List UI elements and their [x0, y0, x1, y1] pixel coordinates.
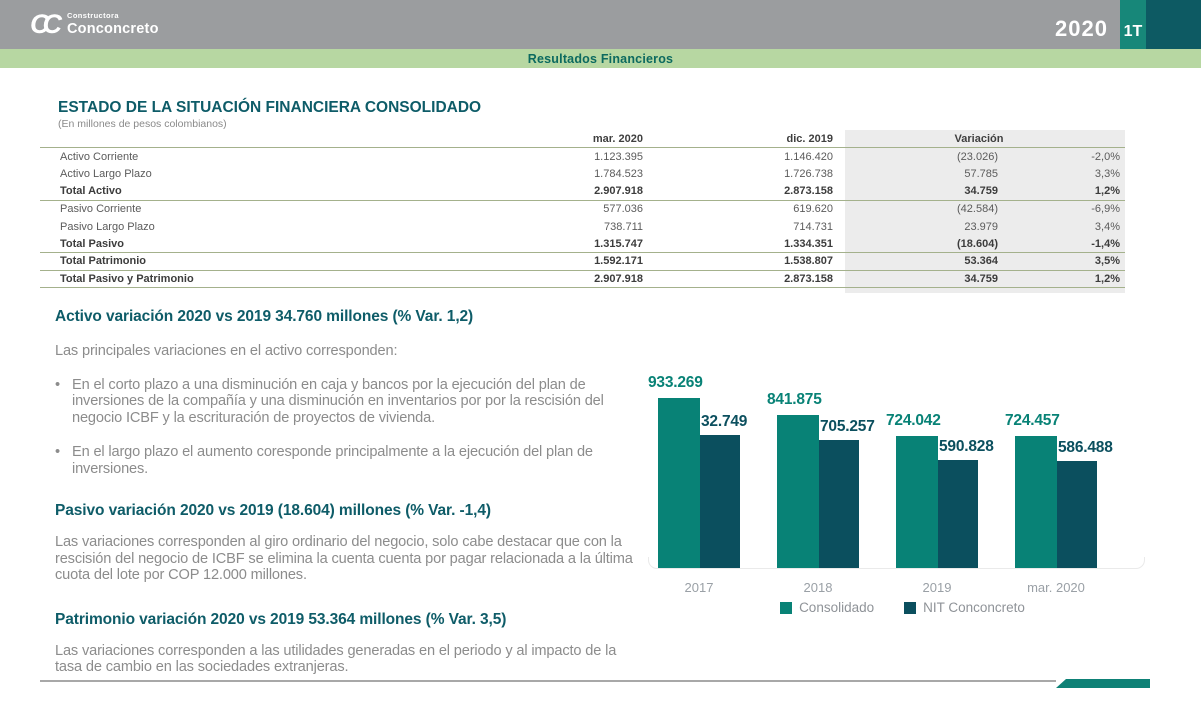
- row-label: Pasivo Largo Plazo: [60, 220, 155, 233]
- row-value: 34.759: [964, 272, 998, 285]
- chart-legend: [630, 600, 1175, 615]
- row-value: 3,5%: [1094, 255, 1120, 268]
- row-value: 23.979: [964, 220, 998, 233]
- page-subtitle: (En millones de pesos colombianos): [58, 118, 227, 130]
- pasivo-section-heading: Pasivo variación 2020 vs 2019 (18.604) millones (% Var. -1,4): [55, 502, 491, 519]
- table-row: [40, 236, 1125, 254]
- col-header-variacion: Variación: [954, 133, 1004, 145]
- page-title: ESTADO DE LA SITUACIÓN FINANCIERA CONSOLIDADO: [58, 99, 482, 116]
- activo-section-heading: Activo variación 2020 vs 2019 34.760 millones (% Var. 1,2): [55, 308, 474, 325]
- pasivo-paragraph: Las variaciones corresponden al giro ordinario del negocio, solo cabe destacar que con la rescisión del negocio de ICBF se elimina la cuenta cuenta por pagar relacionada a la última cuota del lote por COP 12.000 millones.: [55, 534, 633, 583]
- bar-consolidado: [1015, 436, 1057, 568]
- row-label: Total Pasivo y Patrimonio: [60, 272, 194, 285]
- financial-statement-table: [40, 131, 1125, 288]
- banner-title: Resultados Financieros: [527, 51, 674, 66]
- bar-value-label-consolidado: 933.269: [648, 374, 703, 391]
- quarter-badge: [1120, 0, 1146, 49]
- row-value: 2.907.918: [594, 185, 643, 198]
- row-value: -6,9%: [1091, 203, 1120, 216]
- row-value: -1,4%: [1091, 237, 1120, 250]
- bar-chart: [630, 350, 1175, 630]
- bar-value-label-nit: 32.749: [701, 413, 748, 430]
- bar-value-label-consolidado: 841.875: [767, 391, 822, 408]
- row-value: 738.711: [604, 220, 643, 233]
- col-header-mar-2020: mar. 2020: [592, 133, 643, 145]
- row-value: 1.315.747: [594, 237, 643, 250]
- company-logo: [30, 7, 159, 41]
- row-value: 1,2%: [1094, 185, 1120, 198]
- row-label: Activo Corriente: [60, 150, 139, 163]
- commentary-column: [55, 308, 633, 676]
- row-value: 2.907.918: [594, 272, 643, 285]
- bar-nit-conconcreto: [819, 440, 859, 568]
- row-value: 2.873.158: [784, 272, 833, 285]
- bar-nit-conconcreto: [700, 435, 740, 568]
- activo-bullet-2: • En el largo plazo el aumento coresponde principalmente a la ejecución del plan de inversiones.: [55, 444, 593, 477]
- row-value: (18.604): [957, 237, 998, 250]
- row-value: 1.784.523: [594, 168, 643, 181]
- bullet-icon: •: [55, 444, 60, 460]
- table-row: [40, 253, 1125, 271]
- col-header-dic-2019: dic. 2019: [786, 133, 833, 145]
- row-value: -2,0%: [1091, 150, 1120, 163]
- row-label: Total Activo: [60, 185, 122, 198]
- row-value: 3,4%: [1094, 220, 1120, 233]
- logo-constructora-label: Constructora: [67, 11, 119, 20]
- table-row: [40, 166, 1125, 184]
- table-row: [40, 183, 1125, 201]
- row-value: 1.726.738: [784, 168, 833, 181]
- row-value: 1.538.807: [784, 255, 833, 268]
- corner-accent-block: [1146, 0, 1201, 49]
- row-value: 619.620: [793, 203, 833, 216]
- x-axis-label: 2018: [803, 580, 833, 595]
- footer-accent-tab: [1056, 679, 1150, 688]
- x-axis-label: 2017: [684, 580, 714, 595]
- row-value: 53.364: [964, 255, 998, 268]
- row-label: Total Pasivo: [60, 237, 124, 250]
- bullet-icon: •: [55, 376, 60, 393]
- row-value: 57.785: [964, 168, 998, 181]
- x-axis-label: mar. 2020: [1027, 580, 1085, 595]
- legend-swatch-icon: [780, 602, 792, 614]
- legend-item: [904, 600, 1025, 615]
- legend-label: Consolidado: [799, 600, 875, 615]
- bar-value-label-consolidado: 724.042: [886, 412, 941, 429]
- bar-value-label-consolidado: 724.457: [1005, 412, 1060, 429]
- row-value: 1.334.351: [784, 237, 833, 250]
- bar-nit-conconcreto: [938, 460, 978, 568]
- activo-intro-text: Las principales variaciones en el activo corresponden:: [55, 343, 398, 359]
- row-value: 1,2%: [1094, 272, 1120, 285]
- patrimonio-paragraph: Las variaciones corresponden a las utilidades generadas en el periodo y al impacto de la tasa de cambio en las sociedades extranjeras.: [55, 642, 617, 675]
- legend-swatch-icon: [904, 602, 916, 614]
- report-year: 2020: [1055, 16, 1108, 41]
- legend-label: NIT Conconcreto: [923, 600, 1025, 615]
- legend-item: [780, 600, 874, 615]
- row-value: 577.036: [603, 203, 643, 216]
- statement-table-body: [40, 148, 1125, 288]
- bar-value-label-nit: 705.257: [820, 418, 875, 435]
- table-row: [40, 271, 1125, 289]
- table-row: [40, 201, 1125, 219]
- row-value: 34.759: [964, 185, 998, 198]
- bar-nit-conconcreto: [1057, 461, 1097, 568]
- row-value: (42.584): [957, 203, 998, 216]
- row-value: 3,3%: [1094, 168, 1120, 181]
- row-label: Total Patrimonio: [60, 255, 146, 268]
- row-label: Pasivo Corriente: [60, 203, 142, 216]
- bar-value-label-nit: 590.828: [939, 438, 994, 455]
- row-value: 1.123.395: [594, 150, 643, 163]
- row-value: 2.873.158: [784, 185, 833, 198]
- table-row: [40, 148, 1125, 166]
- row-value: 1.592.171: [594, 255, 643, 268]
- bar-consolidado: [658, 398, 700, 568]
- row-label: Activo Largo Plazo: [60, 168, 152, 181]
- row-value: 1.146.420: [784, 150, 833, 163]
- activo-bullet-1: • En el corto plazo a una disminución en caja y bancos por la ejecución del plan de inversiones de la compañía y una disminución en inventarios por por la rescisión del negocio ICBF y la escrituración de proyectos de vivienda.: [55, 376, 604, 426]
- top-bar: [0, 0, 1201, 49]
- quarter-label: 1T: [1123, 23, 1143, 40]
- bar-consolidado: [777, 415, 819, 568]
- row-value: 714.731: [793, 220, 833, 233]
- section-banner: [0, 49, 1201, 68]
- logo-conconcreto-label: Conconcreto: [67, 20, 159, 37]
- bar-value-label-nit: 586.488: [1058, 439, 1113, 456]
- logo-cc-icon: CC: [30, 9, 55, 39]
- patrimonio-section-heading: Patrimonio variación 2020 vs 2019 53.364 millones (% Var. 3,5): [55, 610, 507, 628]
- footer-divider: [40, 680, 1056, 682]
- table-header-row: [40, 131, 1125, 148]
- row-value: (23.026): [957, 150, 998, 163]
- x-axis-label: 2019: [922, 580, 952, 595]
- table-row: [40, 218, 1125, 236]
- bar-consolidado: [896, 436, 938, 568]
